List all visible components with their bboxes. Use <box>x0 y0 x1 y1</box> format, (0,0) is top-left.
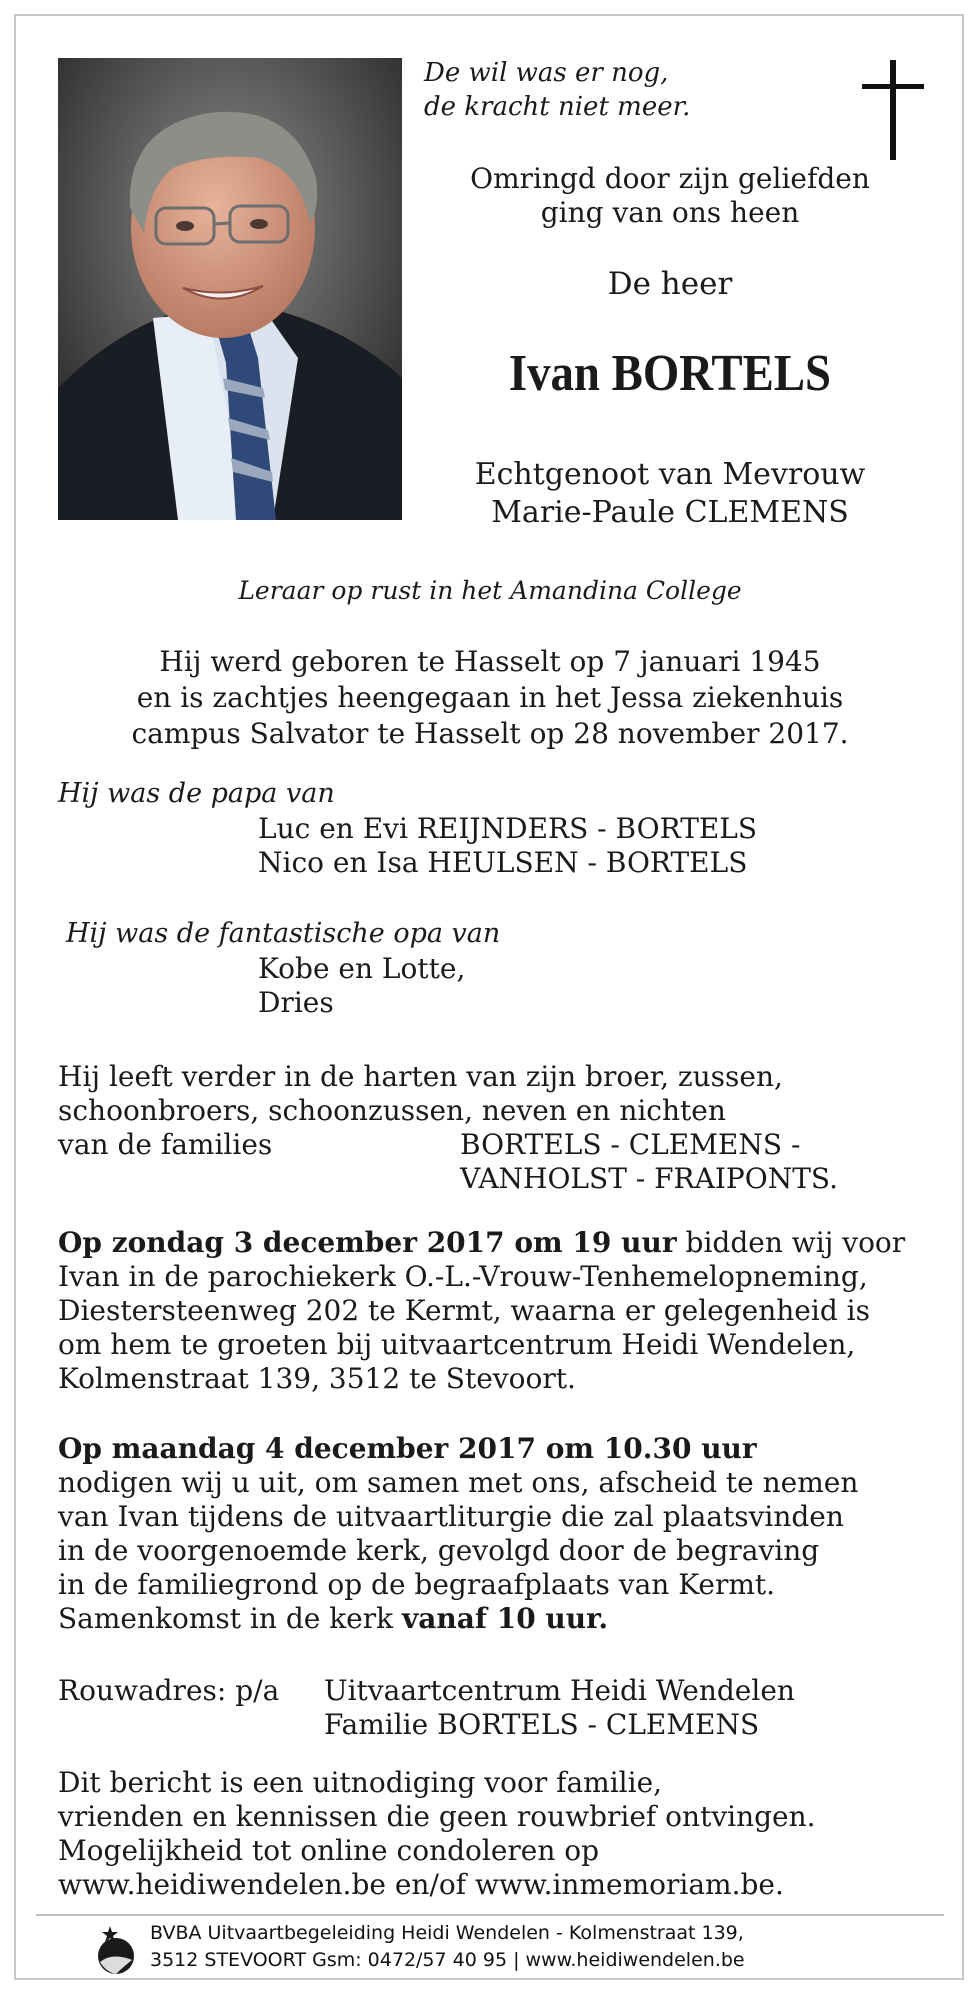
funeral-text <box>58 1432 938 1636</box>
intro-line-1: Omringd door zijn geliefden <box>470 162 870 195</box>
birth-line-3: campus Salvator te Hasselt op 28 november 2017. <box>131 717 849 750</box>
prayer-line-2: Ivan in de parochiekerk O.-L.-Vrouw-Tenhemelopneming, <box>58 1260 868 1293</box>
spouse-line-2: Marie-Paule CLEMENS <box>491 495 849 530</box>
address-lines <box>324 1674 795 1742</box>
prayer-text <box>58 1226 938 1396</box>
family-line-4-right: VANHOLST - FRAIPONTS. <box>460 1162 838 1195</box>
funeral-line-4: in de voorgenoemde kerk, gevolgd door de begraving <box>58 1534 820 1567</box>
motto-line-1: De wil was er nog, <box>424 58 669 88</box>
grandchildren-label: Hij was de fantastische opa van <box>66 918 501 949</box>
family-line-1: Hij leeft verder in de harten van zijn broer, zussen, <box>58 1060 783 1093</box>
intro-text <box>430 162 910 230</box>
prayer-line-4: om hem te groeten bij uitvaartcentrum Heidi Wendelen, <box>58 1328 856 1361</box>
birth-line-2: en is zachtjes heengegaan in het Jessa ziekenhuis <box>136 681 844 714</box>
address-line-1: Uitvaartcentrum Heidi Wendelen <box>324 1674 795 1707</box>
prayer-line-3: Diestersteenweg 202 te Kermt, waarna er gelegenheid is <box>58 1294 870 1327</box>
funeral-line-2: nodigen wij u uit, om samen met ons, afscheid te nemen <box>58 1466 859 1499</box>
notice-line-2: vrienden en kennissen die geen rouwbrief ontvingen. <box>58 1800 816 1833</box>
notice-line-1: Dit bericht is een uitnodiging voor familie, <box>58 1766 663 1799</box>
notice-text <box>58 1766 938 1902</box>
salutation: De heer <box>607 266 733 302</box>
motto <box>424 56 690 124</box>
prayer-date: Op zondag 3 december 2017 om 19 uur <box>58 1226 677 1259</box>
spouse-text <box>430 456 910 532</box>
child-2: Nico en Isa HEULSEN - BORTELS <box>258 846 748 879</box>
portrait-illustration <box>58 58 402 520</box>
children-label: Hij was de papa van <box>58 778 335 809</box>
address-label: Rouwadres: p/a <box>58 1674 280 1707</box>
funeral-date: Op maandag 4 december 2017 om 10.30 uur <box>58 1432 757 1465</box>
footer-line-2: 3512 STEVOORT Gsm: 0472/57 40 95 | www.heidiwendelen.be <box>150 1949 745 1971</box>
portrait-photo <box>58 58 402 520</box>
grandchild-2: Dries <box>258 986 334 1019</box>
prayer-line-1-rest: bidden wij voor <box>676 1226 906 1259</box>
funeral-line-3: van Ivan tijdens de uitvaartliturgie die zal plaatsvinden <box>58 1500 844 1533</box>
children-list <box>258 812 757 880</box>
intro-line-2: ging van ons heen <box>540 196 800 229</box>
prayer-line-5: Kolmenstraat 139, 3512 te Stevoort. <box>58 1362 576 1395</box>
funeral-line-5: in de familiegrond op de begraafplaats van Kermt. <box>58 1568 776 1601</box>
notice-line-4: www.heidiwendelen.be en/of www.inmemoriam.be. <box>58 1868 784 1901</box>
family-line-3-left: van de families <box>58 1128 273 1161</box>
spouse-line-1: Echtgenoot van Mevrouw <box>474 457 866 492</box>
family-line-3-right: BORTELS - CLEMENS - <box>460 1128 801 1161</box>
footer-text <box>150 1920 745 1974</box>
grandchildren-list <box>258 952 465 1020</box>
footer-divider <box>36 1914 944 1916</box>
cross-icon <box>862 60 924 160</box>
funeral-gathering-time: vanaf 10 uur. <box>402 1602 609 1635</box>
child-1: Luc en Evi REIJNDERS - BORTELS <box>258 812 758 845</box>
motto-line-2: de kracht niet meer. <box>424 92 691 122</box>
notice-line-3: Mogelijkheid tot online condoleren op <box>58 1834 600 1867</box>
family-line-2: schoonbroers, schoonzussen, neven en nichten <box>58 1094 726 1127</box>
funeral-line-6-start: Samenkomst in de kerk <box>58 1602 402 1635</box>
occupation: Leraar op rust in het Amandina College <box>238 576 742 605</box>
family-text <box>58 1060 938 1196</box>
footer-line-1: BVBA Uitvaartbegeleiding Heidi Wendelen - Kolmenstraat 139, <box>150 1922 744 1944</box>
deceased-name: Ivan BORTELS <box>508 345 832 402</box>
grandchild-1: Kobe en Lotte, <box>258 952 466 985</box>
birth-line-1: Hij werd geboren te Hasselt op 7 januari 1945 <box>159 645 821 678</box>
address-line-2: Familie BORTELS - CLEMENS <box>324 1708 760 1741</box>
birth-text <box>0 644 980 752</box>
funeral-home-logo-icon <box>92 1922 140 1976</box>
